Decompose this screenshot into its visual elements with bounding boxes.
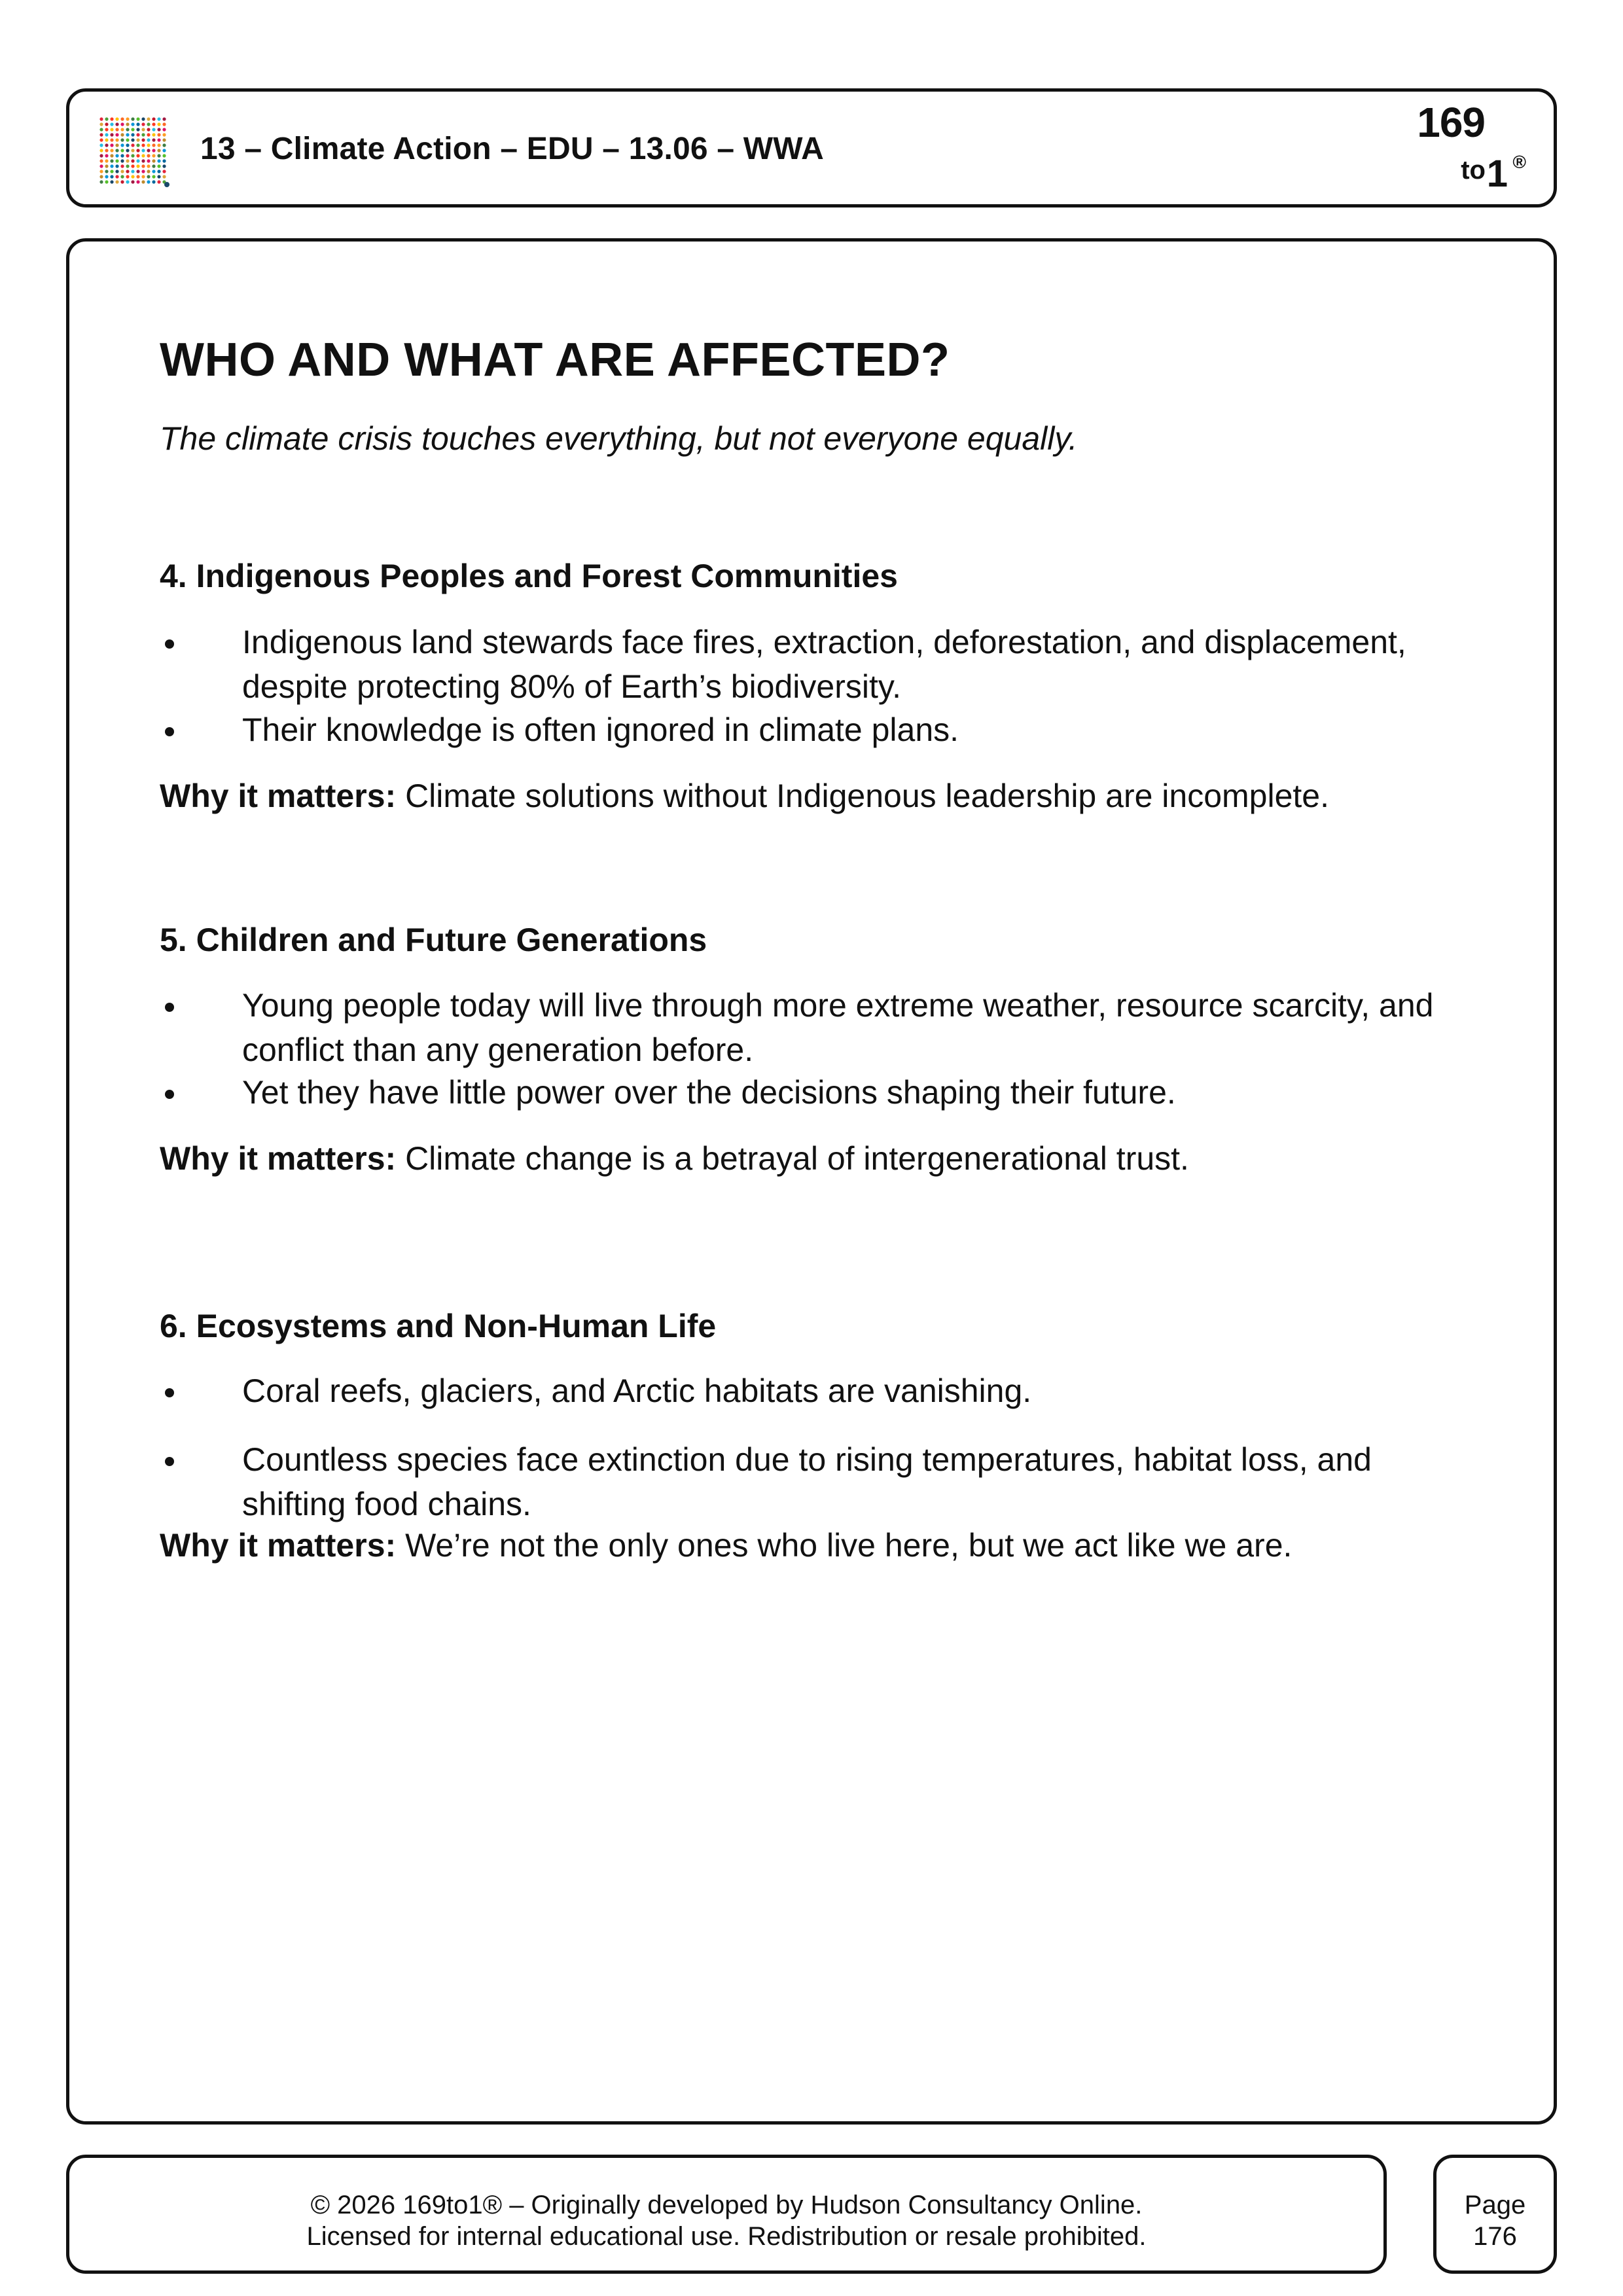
logo-dot [105, 180, 108, 183]
logo-dot [126, 154, 129, 157]
logo-dot [141, 143, 145, 147]
logo-dot [136, 164, 139, 168]
logo-dot [147, 149, 150, 152]
page-subtitle: The climate crisis touches everything, but not everyone equally. [160, 420, 1078, 457]
logo-dot [105, 138, 108, 141]
logo-dot [99, 122, 103, 126]
logo-dot [136, 175, 139, 178]
logo-dot [162, 164, 166, 168]
logo-dot [115, 122, 118, 126]
logo-dot [131, 154, 134, 157]
logo-dot [141, 175, 145, 178]
list-item: Yet they have little power over the decisions shaping their future. [160, 1070, 1442, 1115]
logo-dot [157, 159, 160, 162]
logo-dot [131, 164, 134, 168]
logo-dot [157, 143, 160, 147]
logo-dot [147, 170, 150, 173]
logo-dot [162, 143, 166, 147]
logo-dot [99, 164, 103, 168]
logo-dot [157, 128, 160, 131]
logo-dot [126, 159, 129, 162]
logo-dot [147, 117, 150, 120]
logo-dot [110, 170, 113, 173]
logo-dot [147, 159, 150, 162]
logo-dot [152, 170, 155, 173]
logo-dot [152, 143, 155, 147]
logo-dot [131, 180, 134, 183]
logo-dot [120, 170, 124, 173]
logo-dot [152, 154, 155, 157]
logo-dot [120, 128, 124, 131]
logo-dot [136, 154, 139, 157]
logo-dot [164, 182, 169, 187]
logo-dot [136, 149, 139, 152]
list-item: Indigenous land stewards face fires, extraction, deforestation, and displacement, despite protecting 80% of Earth’s biodiversity. [160, 620, 1442, 709]
logo-dot [99, 175, 103, 178]
list-item: Their knowledge is often ignored in climate plans. [160, 708, 1442, 752]
logo-dot [99, 128, 103, 131]
logo-dot [152, 133, 155, 136]
list-item: Coral reefs, glaciers, and Arctic habitats are vanishing. [160, 1369, 1442, 1413]
content-panel [66, 238, 1557, 2125]
logo-dot [110, 154, 113, 157]
logo-dot [141, 164, 145, 168]
logo-dot [136, 133, 139, 136]
logo-dot [99, 159, 103, 162]
brand-to: to [1461, 156, 1486, 185]
logo-dot [131, 143, 134, 147]
logo-dot [105, 122, 108, 126]
logo-dot [110, 117, 113, 120]
logo-dot [141, 154, 145, 157]
logo-dot [126, 175, 129, 178]
logo-dot [141, 133, 145, 136]
logo-dot [141, 128, 145, 131]
logo-dot [162, 133, 166, 136]
logo-dot [99, 133, 103, 136]
logo-dot [136, 170, 139, 173]
bullet-icon [165, 1003, 174, 1012]
logo-dot [126, 143, 129, 147]
logo-dot [115, 143, 118, 147]
logo-dot [162, 149, 166, 152]
page-label: Page [1464, 2191, 1526, 2219]
logo-dot [157, 117, 160, 120]
logo-dot [157, 175, 160, 178]
logo-dot [115, 149, 118, 152]
why-it-matters [160, 777, 1329, 815]
logo-dot [126, 138, 129, 141]
logo-dot [131, 133, 134, 136]
logo-dot [110, 128, 113, 131]
logo-dot [152, 122, 155, 126]
logo-dot [115, 117, 118, 120]
logo-dot [162, 159, 166, 162]
logo-dot [115, 180, 118, 183]
section-heading: 5. Children and Future Generations [160, 922, 707, 958]
bullet-icon [165, 1090, 174, 1099]
why-label: Why it matters: [160, 1140, 397, 1177]
logo-dot [120, 159, 124, 162]
logo-dot [152, 149, 155, 152]
logo-dot [136, 128, 139, 131]
logo-dot [110, 175, 113, 178]
logo-dot [115, 133, 118, 136]
logo-dot [141, 159, 145, 162]
logo-dot [147, 138, 150, 141]
logo-dot [99, 138, 103, 141]
logo-dot [115, 154, 118, 157]
logo-dot [99, 170, 103, 173]
logo-dot [152, 175, 155, 178]
why-it-matters [160, 1526, 1292, 1564]
sdg-color-dot-grid-icon [99, 117, 169, 187]
logo-dot [147, 180, 150, 183]
logo-dot [105, 128, 108, 131]
logo-dot [157, 154, 160, 157]
brand-one: 1 [1486, 152, 1508, 195]
document-title: 13 – Climate Action – EDU – 13.06 – WWA [200, 132, 825, 166]
logo-dot [110, 159, 113, 162]
logo-dot [131, 159, 134, 162]
logo-dot [115, 175, 118, 178]
logo-dot [162, 154, 166, 157]
logo-dot [120, 164, 124, 168]
logo-dot [120, 117, 124, 120]
logo-dot [126, 180, 129, 183]
logo-dot [115, 164, 118, 168]
logo-dot [120, 122, 124, 126]
logo-dot [131, 170, 134, 173]
copyright-footer [66, 2155, 1387, 2274]
logo-dot [120, 138, 124, 141]
bullet-icon [165, 639, 174, 649]
logo-dot [147, 175, 150, 178]
why-text: We’re not the only ones who live here, but we act like we are. [396, 1527, 1293, 1564]
logo-dot [99, 143, 103, 147]
logo-dot [162, 175, 166, 178]
bullet-icon [165, 1388, 174, 1397]
logo-dot [105, 117, 108, 120]
why-it-matters [160, 1139, 1189, 1177]
logo-dot [126, 117, 129, 120]
logo-dot [147, 122, 150, 126]
logo-dot [147, 154, 150, 157]
logo-dot [105, 175, 108, 178]
logo-dot [110, 133, 113, 136]
logo-dot [136, 143, 139, 147]
logo-dot [126, 122, 129, 126]
logo-dot [147, 143, 150, 147]
logo-dot [110, 143, 113, 147]
logo-dot [115, 170, 118, 173]
logo-dot [152, 164, 155, 168]
logo-dot [157, 164, 160, 168]
logo-dot [110, 122, 113, 126]
license-line: Licensed for internal educational use. Redistribution or resale prohibited. [306, 2222, 1147, 2251]
logo-dot [131, 175, 134, 178]
logo-dot [105, 159, 108, 162]
logo-dot [110, 138, 113, 141]
why-text: Climate change is a betrayal of intergenerational trust. [396, 1140, 1189, 1177]
logo-dot [131, 128, 134, 131]
logo-dot [162, 117, 166, 120]
bullet-icon [165, 1457, 174, 1466]
logo-dot [126, 164, 129, 168]
logo-dot [120, 133, 124, 136]
logo-dot [162, 138, 166, 141]
logo-dot [157, 180, 160, 183]
logo-dot [141, 180, 145, 183]
why-label: Why it matters: [160, 1527, 397, 1564]
logo-dot [120, 180, 124, 183]
section-heading: 6. Ecosystems and Non-Human Life [160, 1308, 717, 1344]
logo-dot [152, 180, 155, 183]
logo-dot [105, 154, 108, 157]
logo-dot [162, 170, 166, 173]
logo-dot [110, 149, 113, 152]
logo-dot [147, 133, 150, 136]
logo-dot [120, 149, 124, 152]
list-item: Countless species face extinction due to rising temperatures, habitat loss, and shifting food chains. [160, 1437, 1442, 1526]
logo-dot [120, 154, 124, 157]
logo-dot [152, 138, 155, 141]
logo-dot [157, 122, 160, 126]
logo-dot [126, 133, 129, 136]
logo-dot [126, 128, 129, 131]
page-heading: WHO AND WHAT ARE AFFECTED? [160, 334, 950, 386]
logo-dot [99, 117, 103, 120]
logo-dot [110, 164, 113, 168]
logo-dot [115, 138, 118, 141]
logo-dot [152, 128, 155, 131]
logo-dot [162, 128, 166, 131]
logo-dot [131, 138, 134, 141]
logo-dot [157, 170, 160, 173]
logo-dot [152, 117, 155, 120]
logo-dot [141, 138, 145, 141]
logo-dot [141, 122, 145, 126]
why-text: Climate solutions without Indigenous leadership are incomplete. [396, 778, 1329, 814]
logo-dot [157, 138, 160, 141]
logo-dot [136, 117, 139, 120]
logo-dot [141, 117, 145, 120]
logo-dot [126, 170, 129, 173]
logo-dot [105, 164, 108, 168]
logo-dot [162, 122, 166, 126]
section-heading: 4. Indigenous Peoples and Forest Communities [160, 558, 898, 594]
logo-dot [131, 122, 134, 126]
brand-number: 169 [1417, 99, 1485, 146]
logo-dot [105, 149, 108, 152]
logo-dot [136, 159, 139, 162]
logo-dot [131, 149, 134, 152]
why-label: Why it matters: [160, 778, 397, 814]
header-bar [66, 88, 1557, 207]
bullet-icon [165, 727, 174, 736]
logo-dot [147, 128, 150, 131]
logo-dot [105, 133, 108, 136]
logo-dot [141, 170, 145, 173]
page-number-box [1433, 2155, 1557, 2274]
logo-dot [105, 143, 108, 147]
logo-dot [115, 128, 118, 131]
logo-dot [99, 180, 103, 183]
logo-dot [120, 175, 124, 178]
brand-registered-mark: ® [1512, 152, 1526, 172]
logo-dot [136, 180, 139, 183]
logo-dot [157, 133, 160, 136]
logo-dot [136, 138, 139, 141]
copyright-line: © 2026 169to1® – Originally developed by Hudson Consultancy Online. [310, 2191, 1143, 2219]
logo-dot [110, 180, 113, 183]
logo-dot [147, 164, 150, 168]
page-number: 176 [1473, 2222, 1517, 2251]
logo-dot [105, 170, 108, 173]
logo-dot [99, 154, 103, 157]
logo-dot [152, 159, 155, 162]
logo-dot [141, 149, 145, 152]
logo-dot [126, 149, 129, 152]
logo-dot [115, 159, 118, 162]
logo-dot [120, 143, 124, 147]
logo-dot [131, 117, 134, 120]
logo-dot [99, 149, 103, 152]
logo-dot [157, 149, 160, 152]
list-item: Young people today will live through more extreme weather, resource scarcity, and conflict than any generation before. [160, 983, 1442, 1072]
logo-dot [136, 122, 139, 126]
